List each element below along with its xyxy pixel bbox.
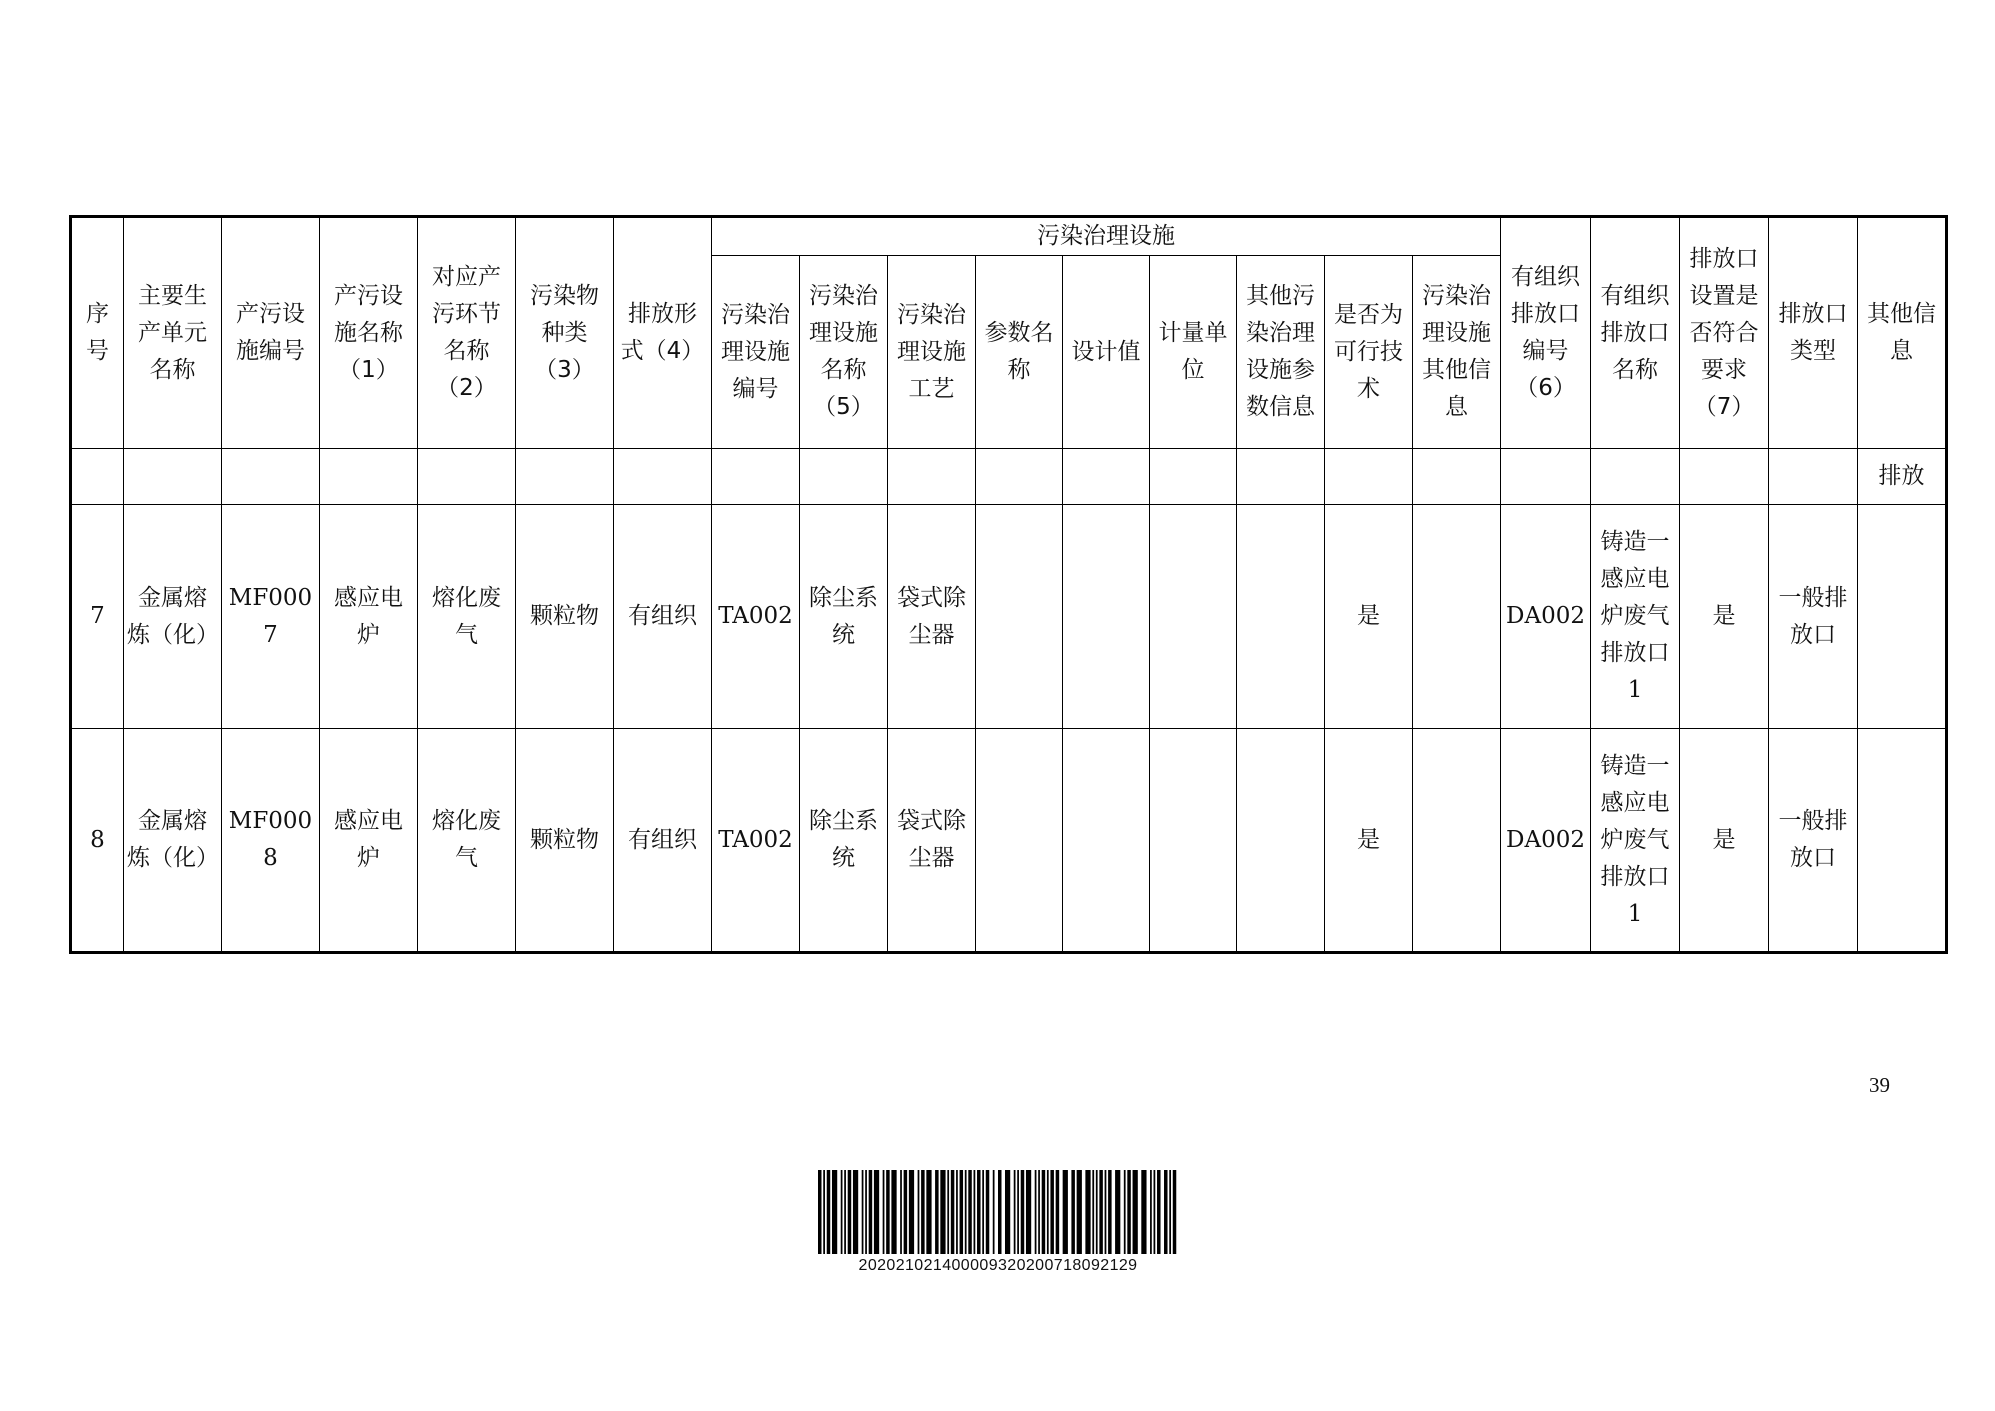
barcode-bar [1173,1170,1177,1254]
table-cell [1063,449,1150,505]
table-cell [1150,729,1237,953]
table-cell [1237,729,1325,953]
table-cell: 铸造一感应电炉废气排放口1 [1591,729,1680,953]
barcode-bar [947,1170,949,1254]
table-cell [1413,505,1501,729]
column-header: 污染物种类（3） [516,217,614,449]
table-cell: 是 [1325,505,1413,729]
table-cell [800,449,888,505]
column-header: 其他污染治理设施参数信息 [1237,256,1325,449]
barcode-bar [909,1170,914,1254]
barcode-bar [904,1170,908,1254]
table-cell [418,449,516,505]
column-header: 有组织排放口编号（6） [1501,217,1591,449]
barcode-bar [891,1170,896,1254]
barcode-bar [900,1170,902,1254]
column-header: 排放口设置是否符合要求（7） [1680,217,1769,449]
table-cell: 有组织 [614,505,712,729]
barcode-bar [862,1170,864,1254]
column-header: 有组织排放口名称 [1591,217,1680,449]
barcode-bar [1035,1170,1037,1254]
table-cell: DA002 [1501,505,1591,729]
table-cell: 袋式除尘器 [888,505,976,729]
table-cell: MF0007 [222,505,320,729]
table-cell: 金属熔炼（化） [124,505,222,729]
barcode-bar [1077,1170,1082,1254]
table-cell: 7 [71,505,124,729]
barcode-bar [1169,1170,1171,1254]
barcode-bar [1056,1170,1060,1254]
table-cell: 有组织 [614,729,712,953]
barcode-bar [940,1170,945,1254]
barcode-bar [865,1170,867,1254]
barcode-bar [1127,1170,1131,1254]
barcode-bar [986,1170,990,1254]
barcode-bar [1038,1170,1040,1254]
table-cell [1680,449,1769,505]
table-cell: 排放 [1858,449,1947,505]
column-header: 污染治理设施工艺 [888,256,976,449]
column-header: 设计值 [1063,256,1150,449]
table-cell [1413,729,1501,953]
barcode-bar [1096,1170,1098,1254]
column-header: 序号 [71,217,124,449]
barcode-bar [818,1170,822,1254]
barcode-bar [921,1170,925,1254]
table-row [71,729,1947,953]
barcode-bar [951,1170,955,1254]
barcode-bar [1099,1170,1103,1254]
table-cell: 是 [1325,729,1413,953]
barcode-bar [853,1170,858,1254]
table-cell [1858,505,1947,729]
barcode-bar [844,1170,846,1254]
barcode-bar [1050,1170,1054,1254]
barcode-bar [1063,1170,1068,1254]
barcode-bar [1042,1170,1046,1254]
table-cell [516,449,614,505]
table-cell: 金属熔炼（化） [124,729,222,953]
table-cell [976,449,1063,505]
table-cell: 一般排放口 [1769,505,1858,729]
barcode-bar [1157,1170,1161,1254]
barcode-bar [1115,1170,1120,1254]
barcode-bar [886,1170,890,1254]
barcode-bar [965,1170,967,1254]
barcode-bar [1124,1170,1126,1254]
table-cell: 熔化废气 [418,729,516,953]
table-row [71,505,1947,729]
column-header: 是否为可行技术 [1325,256,1413,449]
table-cell: 铸造一感应电炉废气排放口1 [1591,505,1680,729]
barcode-bar [1071,1170,1075,1254]
barcode-bar [918,1170,920,1254]
column-header: 计量单位 [1150,256,1237,449]
column-header: 对应产污环节名称（2） [418,217,516,449]
table-cell [1150,505,1237,729]
table-cell: 一般排放口 [1769,729,1858,953]
barcode-bar [883,1170,885,1254]
table-cell [1501,449,1591,505]
table-cell [1063,729,1150,953]
table-cell [124,449,222,505]
table-cell: TA002 [712,505,800,729]
table-row [71,449,1947,505]
table-cell: 感应电炉 [320,505,418,729]
barcode-bar [974,1170,976,1254]
barcode-bar [1141,1170,1146,1254]
table-cell: 除尘系统 [800,505,888,729]
barcode-bar [848,1170,852,1254]
column-header: 污染治理设施名称（5） [800,256,888,449]
barcode-bar [1026,1170,1031,1254]
table-cell [1150,449,1237,505]
table-cell: MF0008 [222,729,320,953]
table-cell: 熔化废气 [418,505,516,729]
barcode-bar [823,1170,825,1254]
barcode-bar [926,1170,931,1254]
table-cell: 是 [1680,729,1769,953]
table-cell: DA002 [1501,729,1591,953]
table-cell: 8 [71,729,124,953]
barcode-bar [935,1170,939,1254]
table-cell: 感应电炉 [320,729,418,953]
table-cell [1858,729,1947,953]
column-header: 其他信息 [1858,217,1947,449]
barcode-bar [841,1170,843,1254]
barcode-bar [1047,1170,1049,1254]
column-header: 参数名称 [976,256,1063,449]
barcode-bar [998,1170,1002,1254]
table-cell [976,505,1063,729]
barcode-bar [874,1170,879,1254]
barcode-bar [1164,1170,1168,1254]
table-cell [71,449,124,505]
table-cell [1591,449,1680,505]
barcode-bar [1133,1170,1138,1254]
barcode-bar [1092,1170,1094,1254]
barcode-bar [993,1170,995,1254]
table-cell [712,449,800,505]
column-header: 主要生产单元名称 [124,217,222,449]
column-header: 污染治理设施编号 [712,256,800,449]
header-group-treatment-facility: 污染治理设施 [712,217,1501,256]
barcode-bar [1085,1170,1090,1254]
table-cell [222,449,320,505]
barcode-bar [968,1170,972,1254]
column-header: 产污设施名称（1） [320,217,418,449]
table-cell: TA002 [712,729,800,953]
table-cell [976,729,1063,953]
barcode-bar [869,1170,873,1254]
column-header: 污染治理设施其他信息 [1413,256,1501,449]
table-cell: 除尘系统 [800,729,888,953]
barcode-bar [832,1170,837,1254]
table-cell: 颗粒物 [516,505,614,729]
column-header: 排放形式（4） [614,217,712,449]
table-cell: 袋式除尘器 [888,729,976,953]
table-cell [1237,505,1325,729]
table-cell [1769,449,1858,505]
table-cell [320,449,418,505]
table-cell [1237,449,1325,505]
table-cell [1413,449,1501,505]
barcode-bar [960,1170,964,1254]
table-cell: 是 [1680,505,1769,729]
barcode-bar [1150,1170,1152,1254]
barcode-bar [1154,1170,1156,1254]
barcode-bar [977,1170,981,1254]
barcode-bar [1108,1170,1112,1254]
barcode-number: 2020210214000093202007180921​29 [858,1257,1138,1274]
barcode-bar [982,1170,984,1254]
barcode-bar [1105,1170,1107,1254]
pollution-facility-table [69,215,1948,954]
table-cell [1325,449,1413,505]
table-cell [614,449,712,505]
barcode-bar [1014,1170,1016,1254]
barcode-bar [827,1170,831,1254]
column-header: 产污设施编号 [222,217,320,449]
table-cell [888,449,976,505]
page-number: 39 [1869,1073,1890,1097]
table-cell [1063,505,1150,729]
barcode-bar [1021,1170,1025,1254]
barcode-bar [1005,1170,1010,1254]
barcode-bar [956,1170,958,1254]
barcode-bar [1017,1170,1019,1254]
column-header: 排放口类型 [1769,217,1858,449]
barcode-icon [818,1170,1178,1254]
table-cell: 颗粒物 [516,729,614,953]
